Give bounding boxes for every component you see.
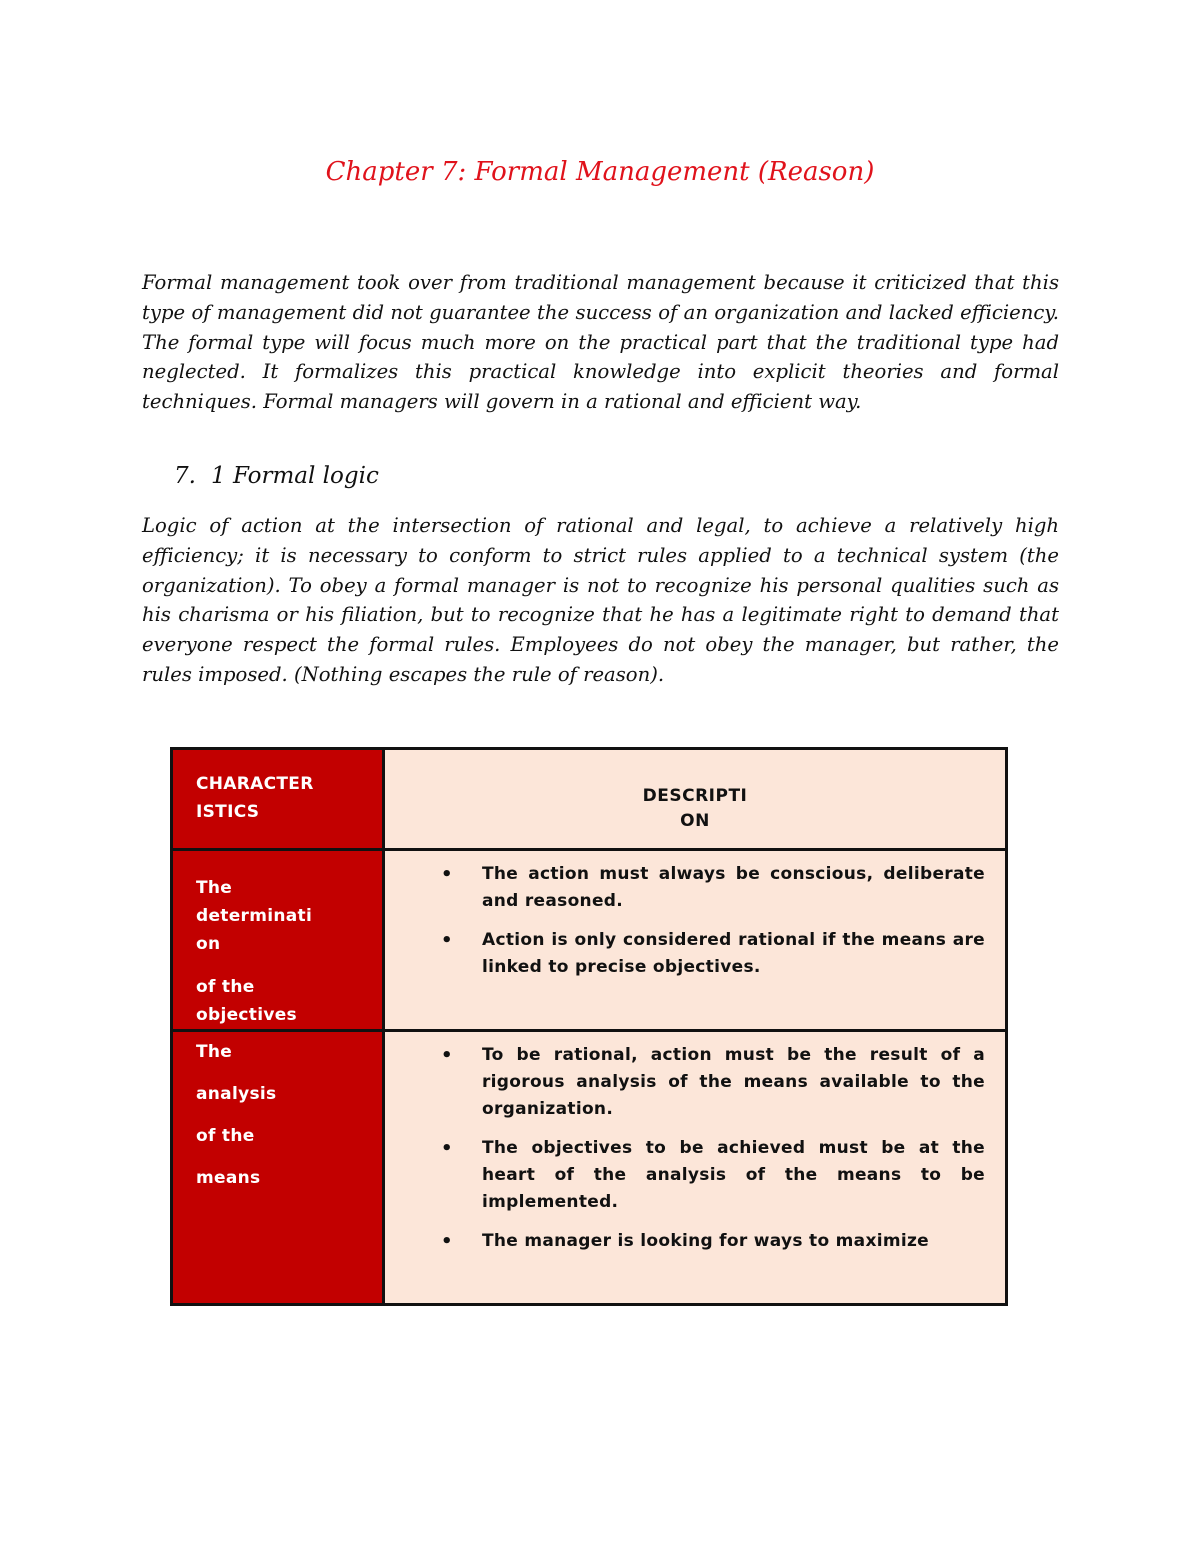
row-label-line: analysis bbox=[196, 1084, 277, 1104]
row-label-line: of the bbox=[196, 1126, 255, 1146]
row-label-line: objectives bbox=[196, 1005, 297, 1025]
table-header-row bbox=[172, 749, 1007, 850]
section-number: 7. bbox=[174, 463, 196, 489]
header-label-characteristics: CHARACTER ISTICS bbox=[196, 774, 314, 822]
header-cell-description bbox=[384, 749, 1007, 850]
row-label-line: determinati bbox=[196, 906, 313, 926]
bullet-icon: • bbox=[441, 1138, 453, 1159]
row-description-cell bbox=[384, 850, 1007, 1031]
header-cell-characteristics bbox=[172, 749, 384, 850]
page-title: Chapter 7: Formal Management (Reason) bbox=[325, 157, 875, 187]
list-item bbox=[385, 1042, 985, 1123]
bullet-icon: • bbox=[441, 1045, 453, 1066]
row-label-line: The bbox=[196, 1042, 233, 1062]
section-paragraph: Logic of action at the intersection of rational and legal, to achieve a relatively high efficiency; it is necessary to conform to strict rules applied to a technical system (the organization). To obey a formal manager is not to recognize his personal qualities such as his charisma or his filiation, but to recognize that he has a legitimate right to demand that everyone respect the formal rules. Employees do not obey the manager, but rather, the rules imposed. (Nothing escapes the rule of reason). bbox=[142, 514, 1059, 686]
row-label-cell bbox=[172, 850, 384, 1031]
row-label-line: The bbox=[196, 878, 233, 898]
row-label-line: on bbox=[196, 934, 221, 954]
row-description-cell bbox=[384, 1031, 1007, 1305]
bullet-icon: • bbox=[441, 864, 453, 885]
table-row bbox=[172, 1031, 1007, 1305]
list-item bbox=[385, 861, 985, 915]
list-item bbox=[385, 1228, 985, 1255]
bullet-text: The manager is looking for ways to maximize bbox=[482, 1231, 929, 1251]
bullet-text: The objectives to be achieved must be at the heart of the analysis of the means to be implemented. bbox=[482, 1138, 985, 1212]
bullet-text: To be rational, action must be the result of a rigorous analysis of the means available to the organization. bbox=[482, 1045, 985, 1119]
row-label-line: means bbox=[196, 1168, 261, 1188]
list-item bbox=[385, 927, 985, 981]
row-label-line: of the bbox=[196, 977, 255, 997]
bullet-text: Action is only considered rational if the means are linked to precise objectives. bbox=[482, 930, 985, 977]
row-label-cell bbox=[172, 1031, 384, 1305]
header-label-description: DESCRIPTI ON bbox=[642, 786, 748, 831]
bullet-icon: • bbox=[441, 930, 453, 951]
section-title: 1 Formal logic bbox=[211, 463, 379, 489]
table-row bbox=[172, 850, 1007, 1031]
bullet-text: The action must always be conscious, deliberate and reasoned. bbox=[482, 864, 985, 911]
intro-paragraph: Formal management took over from traditional management because it criticized that this type of management did not guarantee the success of an organization and lacked efficiency. The formal type will focus much more on the practical part that the traditional type had neglected. It formalizes this practical knowledge into explicit theories and formal techniques. Formal managers will govern in a rational and efficient way. bbox=[142, 271, 1059, 414]
section-heading bbox=[174, 459, 379, 493]
bullet-icon: • bbox=[441, 1231, 453, 1252]
list-item bbox=[385, 1135, 985, 1216]
characteristics-table bbox=[170, 747, 1008, 1306]
